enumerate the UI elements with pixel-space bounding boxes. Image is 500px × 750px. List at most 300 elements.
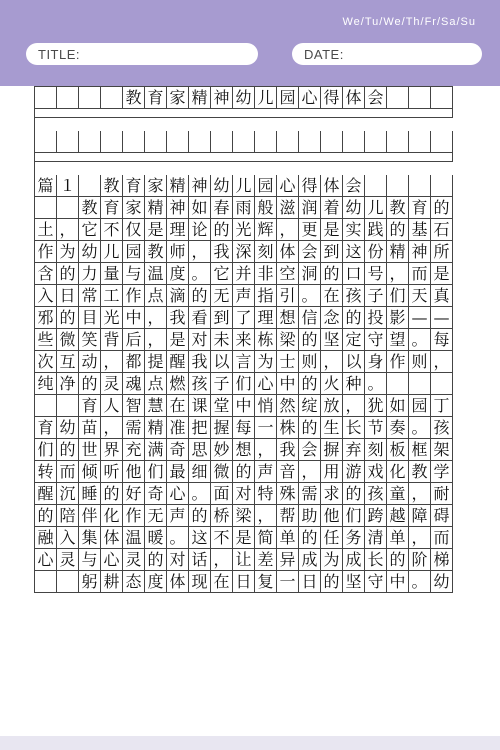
grid-cell: 界 — [101, 439, 123, 461]
grid-cell: 幼 — [79, 241, 101, 263]
grid-cell: 精 — [145, 197, 167, 219]
grid-cell — [277, 131, 299, 153]
grid-cell: 教 — [79, 197, 101, 219]
grid-cell: 为 — [57, 241, 79, 263]
grid-cell: 仅 — [123, 219, 145, 241]
grid-cell: 口 — [343, 263, 365, 285]
grid-cell: 精 — [145, 417, 167, 439]
grid-cell: 心 — [255, 373, 277, 395]
grid-cell: 沉 — [57, 483, 79, 505]
grid-cell: 集 — [79, 527, 101, 549]
grid-cell — [343, 131, 365, 153]
grid-cell: 融 — [35, 527, 57, 549]
grid-cell: 温 — [123, 527, 145, 549]
grid-cell: 陪 — [57, 505, 79, 527]
grid-cell: 孩 — [343, 285, 365, 307]
grid-cell: 每 — [431, 329, 453, 351]
grid-cell: 家 — [145, 175, 167, 197]
grid-cell: 音 — [277, 461, 299, 483]
grid-cell: 现 — [189, 571, 211, 593]
grid-cell: 火 — [321, 373, 343, 395]
grid-cell: 作 — [387, 351, 409, 373]
grid-cell: ， — [277, 219, 299, 241]
grid-cell: 它 — [211, 263, 233, 285]
grid-cell: 的 — [79, 373, 101, 395]
grid-cell: 板 — [387, 439, 409, 461]
grid-cell: 这 — [343, 241, 365, 263]
grid-cell: ， — [255, 439, 277, 461]
grid-cell: 殊 — [277, 483, 299, 505]
grid-cell: 单 — [277, 527, 299, 549]
grid-cell — [101, 131, 123, 153]
grid-cell: 节 — [365, 417, 387, 439]
grid-cell: 精 — [387, 241, 409, 263]
grid-cell: 到 — [211, 307, 233, 329]
grid-cell: 得 — [299, 175, 321, 197]
grid-cell — [409, 175, 431, 197]
grid-cell: 坚 — [343, 571, 365, 593]
grid-cell — [57, 571, 79, 593]
grid-cell: 践 — [365, 219, 387, 241]
grid-cell: 光 — [233, 219, 255, 241]
grid-cell: 身 — [365, 351, 387, 373]
grid-cell — [409, 87, 431, 109]
grid-cell: 次 — [35, 351, 57, 373]
grid-cell: 工 — [101, 285, 123, 307]
row-gap — [35, 153, 453, 162]
grid-cell: 辉 — [255, 219, 277, 241]
grid-cell — [233, 131, 255, 153]
grid-cell: 们 — [35, 439, 57, 461]
grid-cell: 幼 — [343, 197, 365, 219]
grid-cell: 梁 — [277, 329, 299, 351]
grid-cell — [79, 175, 101, 197]
grid-cell: 我 — [167, 307, 189, 329]
grid-cell: 戏 — [365, 461, 387, 483]
grid-cell: 般 — [255, 197, 277, 219]
grid-cell — [145, 131, 167, 153]
grid-cell: 则 — [409, 351, 431, 373]
grid-cell: 看 — [189, 307, 211, 329]
grid-cell: 度 — [167, 263, 189, 285]
grid-cell: 对 — [233, 483, 255, 505]
grid-cell: 神 — [189, 175, 211, 197]
grid-cell: 一 — [277, 571, 299, 593]
grid-cell: 儿 — [233, 175, 255, 197]
grid-cell: 们 — [387, 285, 409, 307]
grid-cell: 在 — [211, 571, 233, 593]
grid-cell: 教 — [387, 197, 409, 219]
grid-cell — [35, 571, 57, 593]
grid-cell — [365, 131, 387, 153]
grid-cell: 教 — [101, 175, 123, 197]
grid-cell: 声 — [255, 461, 277, 483]
grid-cell — [101, 87, 123, 109]
grid-cell: 他 — [321, 505, 343, 527]
grid-cell: 天 — [409, 285, 431, 307]
grid-cell: 堂 — [211, 395, 233, 417]
grid-cell: 是 — [321, 219, 343, 241]
grid-cell: 暖 — [145, 527, 167, 549]
grid-cell: 坚 — [321, 329, 343, 351]
grid-cell: 体 — [321, 175, 343, 197]
grid-cell: 的 — [299, 417, 321, 439]
grid-cell: 人 — [101, 395, 123, 417]
grid-cell — [431, 87, 453, 109]
grid-cell: 需 — [123, 417, 145, 439]
grid-cell: 入 — [57, 527, 79, 549]
grid-cell: 障 — [409, 505, 431, 527]
grid-cell: 笑 — [79, 329, 101, 351]
grid-cell: ， — [101, 351, 123, 373]
grid-cell: 的 — [145, 549, 167, 571]
grid-cell: 学 — [431, 461, 453, 483]
grid-cell: 们 — [233, 373, 255, 395]
grid-cell — [57, 197, 79, 219]
grid-cell: ， — [409, 483, 431, 505]
grid-cell: ， — [145, 307, 167, 329]
grid-cell: 的 — [57, 263, 79, 285]
grid-cell: 的 — [299, 329, 321, 351]
grid-cell: 不 — [211, 527, 233, 549]
grid-cell: 态 — [123, 571, 145, 593]
grid-cell: 满 — [145, 439, 167, 461]
grid-cell: 一 — [255, 417, 277, 439]
grid-cell: 入 — [35, 285, 57, 307]
grid-cell — [211, 131, 233, 153]
grid-cell: 对 — [189, 329, 211, 351]
grid-cell: 园 — [277, 87, 299, 109]
grid-cell: 幼 — [57, 417, 79, 439]
grid-cell: 想 — [277, 307, 299, 329]
grid-cell: 游 — [343, 461, 365, 483]
grid-cell: 成 — [299, 549, 321, 571]
grid-cell: 的 — [57, 439, 79, 461]
grid-cell — [409, 131, 431, 153]
grid-cell: 智 — [123, 395, 145, 417]
grid-cell: 心 — [167, 483, 189, 505]
header-bar — [0, 0, 500, 86]
bottom-strip — [0, 736, 500, 750]
grid-cell: 幼 — [211, 175, 233, 197]
grid-cell: 是 — [431, 263, 453, 285]
grid-cell: 的 — [343, 483, 365, 505]
grid-cell: 子 — [365, 285, 387, 307]
grid-cell: 号 — [365, 263, 387, 285]
grid-cell: 念 — [321, 307, 343, 329]
grid-cell: 刻 — [255, 241, 277, 263]
grid-cell: 。 — [167, 527, 189, 549]
grid-cell: 幼 — [431, 571, 453, 593]
grid-cell: 的 — [321, 571, 343, 593]
grid-cell: 准 — [167, 417, 189, 439]
grid-cell: 把 — [189, 417, 211, 439]
grid-cell: 纯 — [35, 373, 57, 395]
grid-cell: ， — [145, 329, 167, 351]
grid-cell: 让 — [233, 549, 255, 571]
grid-cell: 慧 — [145, 395, 167, 417]
grid-cell: 然 — [277, 395, 299, 417]
grid-cell: 体 — [167, 571, 189, 593]
grid-cell: 会 — [343, 175, 365, 197]
grid-cell: 听 — [101, 461, 123, 483]
grid-cell: 教 — [409, 461, 431, 483]
grid-cell: 的 — [233, 461, 255, 483]
grid-cell: 望 — [387, 329, 409, 351]
grid-cell: 体 — [277, 241, 299, 263]
grid-cell: 师 — [167, 241, 189, 263]
grid-cell: 的 — [57, 307, 79, 329]
grid-cell: 都 — [123, 351, 145, 373]
grid-cell: 长 — [343, 417, 365, 439]
grid-cell: 理 — [255, 307, 277, 329]
grid-cell: 实 — [343, 219, 365, 241]
grid-cell — [79, 87, 101, 109]
grid-cell — [431, 131, 453, 153]
grid-cell: 异 — [277, 549, 299, 571]
grid-cell: 言 — [233, 351, 255, 373]
grid-cell: 助 — [299, 505, 321, 527]
grid-cell: 跨 — [365, 505, 387, 527]
grid-cell: 倾 — [79, 461, 101, 483]
grid-cell: 弃 — [343, 439, 365, 461]
grid-cell: 栋 — [255, 329, 277, 351]
grid-cell: ， — [409, 527, 431, 549]
grid-cell: 儿 — [101, 241, 123, 263]
grid-cell: 我 — [211, 241, 233, 263]
grid-cell: 燃 — [167, 373, 189, 395]
grid-cell: 精 — [189, 87, 211, 109]
grid-cell: 耐 — [431, 483, 453, 505]
grid-cell: 伴 — [79, 505, 101, 527]
grid-cell: 中 — [277, 373, 299, 395]
grid-cell: 梯 — [431, 549, 453, 571]
grid-cell: 空 — [277, 263, 299, 285]
grid-cell: 的 — [321, 263, 343, 285]
grid-cell: 园 — [255, 175, 277, 197]
grid-cell: 无 — [211, 285, 233, 307]
grid-cell — [321, 131, 343, 153]
grid-cell: 体 — [101, 527, 123, 549]
grid-cell: 中 — [387, 571, 409, 593]
grid-cell: 化 — [387, 461, 409, 483]
grid-cell: 。 — [365, 373, 387, 395]
grid-cell: 。 — [409, 329, 431, 351]
grid-cell: 单 — [387, 527, 409, 549]
grid-cell: 孩 — [365, 483, 387, 505]
grid-cell: 它 — [79, 219, 101, 241]
grid-cell: 指 — [255, 285, 277, 307]
grid-cell — [189, 131, 211, 153]
grid-cell: 。 — [189, 483, 211, 505]
grid-cell: — — [431, 307, 453, 329]
grid-cell: 心 — [277, 175, 299, 197]
grid-cell: 引 — [277, 285, 299, 307]
grid-cell: 的 — [101, 483, 123, 505]
row-gap — [35, 109, 453, 118]
grid-cell: 未 — [211, 329, 233, 351]
grid-cell: 株 — [277, 417, 299, 439]
grid-cell: 以 — [343, 351, 365, 373]
grid-cell: 越 — [387, 505, 409, 527]
grid-cell: 石 — [431, 219, 453, 241]
grid-cell: 春 — [211, 197, 233, 219]
grid-cell: 他 — [123, 461, 145, 483]
grid-cell: 。 — [409, 417, 431, 439]
grid-cell: 我 — [189, 351, 211, 373]
grid-cell: 碍 — [431, 505, 453, 527]
grid-cell: 中 — [233, 395, 255, 417]
grid-cell: 园 — [123, 241, 145, 263]
grid-cell: 提 — [145, 351, 167, 373]
grid-cell: 微 — [57, 329, 79, 351]
grid-cell: 的 — [343, 307, 365, 329]
grid-cell — [387, 373, 409, 395]
grid-cell: 育 — [101, 197, 123, 219]
grid-cell: 动 — [79, 351, 101, 373]
grid-cell: 是 — [233, 527, 255, 549]
grid-cell: 灵 — [123, 549, 145, 571]
grid-cell: 犹 — [365, 395, 387, 417]
grid-cell: 。 — [299, 285, 321, 307]
grid-cell: 对 — [167, 549, 189, 571]
grid-cell: 滴 — [167, 285, 189, 307]
grid-cell — [57, 395, 79, 417]
grid-cell — [409, 373, 431, 395]
grid-cell: 守 — [365, 329, 387, 351]
grid-cell: 儿 — [255, 87, 277, 109]
grid-cell: 无 — [145, 505, 167, 527]
grid-cell: 话 — [189, 549, 211, 571]
grid-cell: 点 — [145, 373, 167, 395]
grid-cell: 种 — [343, 373, 365, 395]
grid-cell: 充 — [123, 439, 145, 461]
grid-cell: 净 — [57, 373, 79, 395]
grid-cell: 背 — [101, 329, 123, 351]
grid-cell: ， — [321, 351, 343, 373]
grid-cell — [123, 131, 145, 153]
title-field[interactable] — [26, 43, 258, 65]
grid-cell: 特 — [255, 483, 277, 505]
grid-cell: 邪 — [35, 307, 57, 329]
grid-cell: 中 — [123, 307, 145, 329]
grid-cell: 差 — [255, 549, 277, 571]
grid-cell: 神 — [167, 197, 189, 219]
grid-cell: ， — [299, 461, 321, 483]
grid-cell: 到 — [321, 241, 343, 263]
grid-cell: ， — [387, 263, 409, 285]
grid-cell: 作 — [123, 505, 145, 527]
grid-cell: 为 — [321, 549, 343, 571]
grid-cell: 家 — [123, 197, 145, 219]
grid-cell: 士 — [277, 351, 299, 373]
grid-cell: 育 — [409, 197, 431, 219]
grid-cell: 温 — [145, 263, 167, 285]
grid-cell: 育 — [145, 87, 167, 109]
grid-cell: 心 — [35, 549, 57, 571]
grid-cell — [79, 131, 101, 153]
grid-cell: 细 — [189, 461, 211, 483]
grid-cell — [431, 175, 453, 197]
grid-cell: 们 — [145, 461, 167, 483]
grid-cell: ， — [255, 505, 277, 527]
grid-cell: 土 — [35, 219, 57, 241]
grid-cell: 会 — [299, 241, 321, 263]
grid-cell: 面 — [211, 483, 233, 505]
grid-cell: 儿 — [365, 197, 387, 219]
grid-cell: 幼 — [233, 87, 255, 109]
grid-cell: 灵 — [101, 373, 123, 395]
grid-cell: 的 — [211, 219, 233, 241]
grid-cell: 简 — [255, 527, 277, 549]
grid-cell: 丁 — [431, 395, 453, 417]
grid-cell: 清 — [365, 527, 387, 549]
grid-cell: ， — [189, 241, 211, 263]
grid-cell: 些 — [35, 329, 57, 351]
grid-cell — [167, 131, 189, 153]
grid-cell: 论 — [189, 219, 211, 241]
grid-cell: 最 — [167, 461, 189, 483]
grid-cell: 家 — [167, 87, 189, 109]
grid-cell: 会 — [299, 439, 321, 461]
grid-cell: 互 — [57, 351, 79, 373]
grid-cell — [57, 87, 79, 109]
grid-cell: 转 — [35, 461, 57, 483]
grid-cell: 绽 — [299, 395, 321, 417]
grid-cell: 滋 — [277, 197, 299, 219]
grid-cell: 作 — [35, 241, 57, 263]
grid-cell: ， — [431, 351, 453, 373]
grid-cell: 的 — [431, 197, 453, 219]
grid-cell: 得 — [321, 87, 343, 109]
grid-cell: ， — [211, 549, 233, 571]
grid-cell: 悄 — [255, 395, 277, 417]
grid-cell: 梁 — [233, 505, 255, 527]
grid-cell: 守 — [365, 571, 387, 593]
grid-cell: 的 — [299, 373, 321, 395]
grid-cell: 量 — [101, 263, 123, 285]
grid-cell: 真 — [431, 285, 453, 307]
grid-cell — [365, 175, 387, 197]
grid-cell: 目 — [79, 307, 101, 329]
grid-cell: 如 — [189, 197, 211, 219]
grid-cell: 子 — [211, 373, 233, 395]
grid-cell: ， — [343, 395, 365, 417]
grid-cell: 而 — [57, 461, 79, 483]
grid-cell: 篇 — [35, 175, 57, 197]
grid-cell: 想 — [233, 439, 255, 461]
grid-cell: 育 — [123, 175, 145, 197]
grid-cell: 阶 — [409, 549, 431, 571]
date-field[interactable] — [292, 43, 482, 65]
grid-cell: 份 — [365, 241, 387, 263]
grid-paper — [34, 86, 474, 750]
grid-cell: 深 — [233, 241, 255, 263]
grid-cell: 育 — [35, 417, 57, 439]
grid-cell: 是 — [167, 329, 189, 351]
grid-cell: 需 — [299, 483, 321, 505]
grid-cell: 定 — [343, 329, 365, 351]
grid-cell: 声 — [167, 505, 189, 527]
grid-cell: 影 — [387, 307, 409, 329]
grid-cell: ， — [101, 417, 123, 439]
grid-cell: 含 — [35, 263, 57, 285]
grid-cell: 精 — [167, 175, 189, 197]
grid-cell: 每 — [233, 417, 255, 439]
grid-cell — [255, 131, 277, 153]
grid-cell: 而 — [409, 263, 431, 285]
grid-cell: 求 — [321, 483, 343, 505]
